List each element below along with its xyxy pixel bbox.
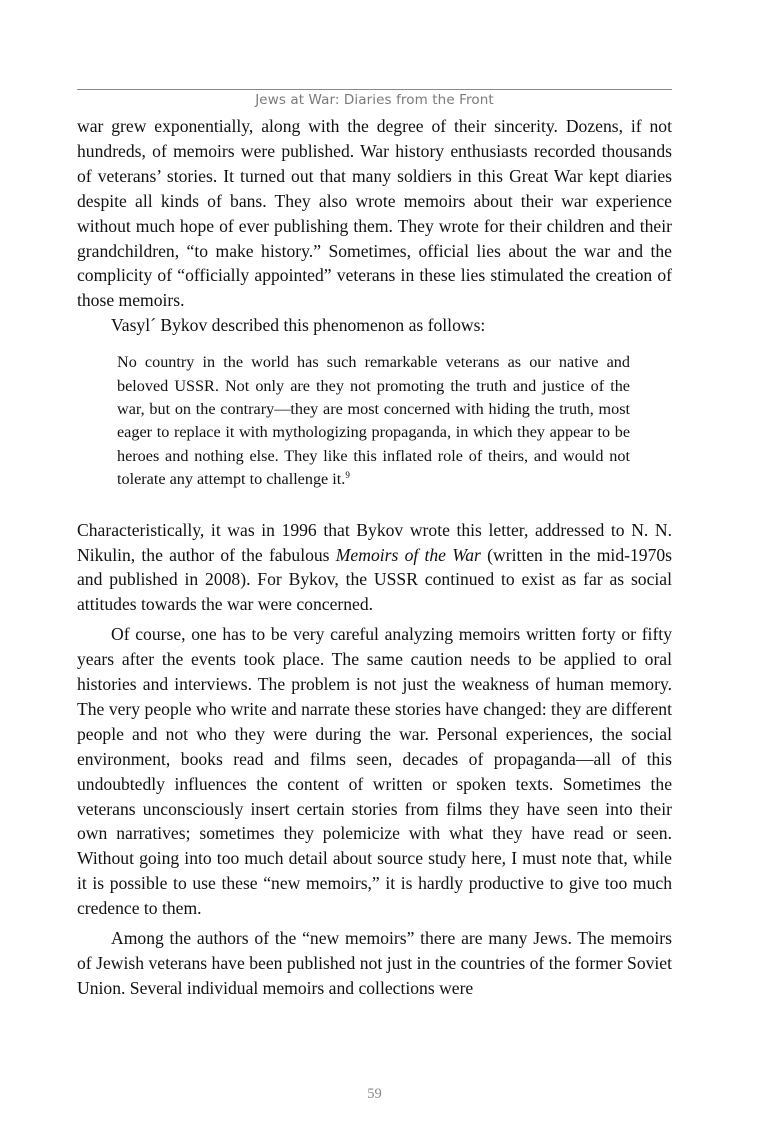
paragraph-text: Characteristically, it was in 1996 that Bykov wrote this letter, addressed to N. N. Nikulin, the author of the fabulous — [77, 519, 672, 565]
running-header: Jews at War: Diaries from the Front — [255, 92, 494, 108]
paragraph-text: (written in the mid-1970s and published in 2008). For Bykov, the USSR continued to exist as far as social attitudes towards the war were concerned. — [77, 544, 673, 615]
book-title: Memoirs of the War — [335, 544, 481, 565]
paragraph-bykov-letter — [77, 518, 672, 618]
body-text — [77, 114, 672, 1001]
footnote-reference: 9 — [345, 470, 350, 481]
block-quote — [117, 351, 630, 491]
paragraph-caution: Of course, one has to be very careful analyzing memoirs written forty or fifty years after the events took place. The same caution needs to be applied to oral histories and interviews. The problem is not just the weakness of human memory. The very people who write and narrate these stories have changed: they are different people and not who they were during the war. Personal experiences, the social environment, books read and films seen, decades of propaganda—all of this undoubtedly influences the content of written or spoken texts. Sometimes the veterans unconsciously insert certain stories from films they have seen into their own narratives; sometimes they polemicize with what they have read or seen. Without going into too much detail about source study here, I must note that, while it is possible to use these “new memoirs,” it is hardly productive to give too much credence to them. — [77, 624, 672, 919]
paragraph-continuation: war grew exponentially, along with the degree of their sincerity. Dozens, if not hundreds, of memoirs were published. War history enthusiasts recorded thousands of veterans’ stories. It turned out that many soldiers in this Great War kept diaries despite all kinds of bans. They also wrote memoirs about their war experience without much hope of ever publishing them. They wrote for their children and their grandchildren, “to make history.” Sometimes, official lies about the war and the complicity of “officially appointed” veterans in these lies stimulated the creation of those memoirs. — [77, 116, 672, 311]
page-number: 59 — [367, 1086, 382, 1102]
paragraph-jewish-authors: Among the authors of the “new memoirs” there are many Jews. The memoirs of Jewish veterans have been published not just in the countries of the former Soviet Union. Several individual memoirs and collections were — [77, 928, 672, 998]
paragraph-quote-intro: Vasyl´ Bykov described this phenomenon as follows: — [111, 315, 486, 336]
block-quote-text: No country in the world has such remarkable veterans as our native and beloved USSR. Not only are they not promoting the truth and justice of the war, but on the contrary—they are most concerned with hiding the truth, most eager to replace it with mythologizing propaganda, in which they appear to be heroes and nothing else. They like this inflated role of theirs, and would not tolerate any attempt to challenge it. — [117, 353, 630, 489]
header-rule — [77, 89, 672, 90]
